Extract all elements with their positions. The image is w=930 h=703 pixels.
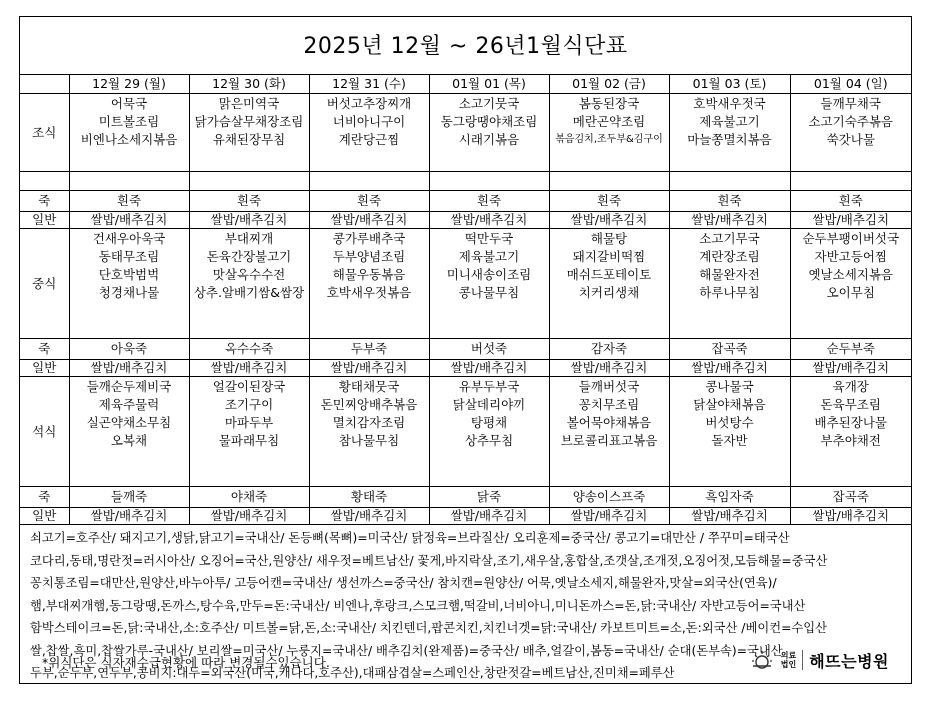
menu-table	[20, 75, 911, 525]
dish-item: 동그랑땡야채조림	[440, 114, 538, 129]
dish-item: 해물탕	[590, 231, 628, 246]
ilban-cell: 쌀밥/배추김치	[429, 212, 549, 229]
dish-item: 브로콜리표고볶음	[560, 433, 658, 448]
dish-item: 닭가슴살무채장조림	[194, 114, 304, 129]
dish-item: 상추무침	[464, 433, 514, 448]
juk-cell: 아욱죽	[69, 339, 189, 360]
dish-item: 멸치감자조림	[332, 415, 406, 430]
blank-cell	[309, 172, 429, 191]
juk-cell: 흰죽	[429, 191, 549, 212]
logo-text: 해뜨는병원	[809, 651, 889, 671]
dinner-cell	[549, 377, 669, 487]
dish-item: 배추된장나물	[814, 415, 887, 430]
date-header-row	[20, 75, 911, 94]
dish-item: 돈육간장불고기	[206, 249, 292, 264]
dish-item: 호박새우젓볶음	[326, 285, 412, 300]
blank-cell	[669, 172, 790, 191]
juk-cell: 순두부죽	[790, 339, 911, 360]
dish-item: 해물완자전	[699, 267, 760, 282]
ilban-cell: 쌀밥/배추김치	[69, 212, 189, 229]
dish-item: 미트볼조림	[98, 114, 160, 129]
dish-item: 너비아니구이	[332, 114, 406, 129]
date-header: 12월 29 (월)	[69, 75, 189, 94]
dish-item: 실곤약채소무침	[86, 415, 172, 430]
dish-item: 오복채	[110, 433, 148, 448]
dinner-ilban-row	[20, 508, 911, 525]
breakfast-cell	[429, 94, 549, 172]
ilban-cell: 쌀밥/배추김치	[189, 360, 309, 377]
dish-item: 쑥갓나물	[826, 132, 875, 147]
dish-item: 닭살데리야끼	[452, 397, 526, 412]
origin-note-line: 코다리,동태,명란젓=러시아산/ 오징어=국산,원양산/ 새우젓=베트남산/ 꽃게,바지락살,조기,새우살,홍합살,조갯살,조개젓,오징어젓,모듬해물=중국산	[30, 553, 828, 568]
dinner-cell	[69, 377, 189, 487]
dish-item: 돈민찌앙배추볶음	[320, 397, 418, 412]
ilban-cell: 쌀밥/배추김치	[549, 360, 669, 377]
juk-label: 죽	[20, 191, 69, 212]
blank-cell	[429, 172, 549, 191]
ilban-cell: 쌀밥/배추김치	[309, 508, 429, 525]
juk-cell: 양송이스프죽	[549, 487, 669, 508]
dish-item: 돌자반	[711, 433, 748, 448]
dish-item: 소고기무국	[699, 231, 760, 246]
dish-item: 시래기볶음	[458, 132, 520, 147]
juk-cell: 야채죽	[189, 487, 309, 508]
ilban-label: 일반	[20, 360, 69, 377]
dish-item: 맑은미역국	[218, 96, 280, 111]
juk-cell: 흰죽	[669, 191, 790, 212]
date-header: 01월 03 (토)	[669, 75, 790, 94]
corner-cell	[20, 75, 69, 94]
blank-cell	[790, 172, 911, 191]
juk-cell: 흰죽	[69, 191, 189, 212]
blank-cell	[189, 172, 309, 191]
dish-item: 꽁치무조림	[578, 397, 640, 412]
dish-item: 돈육무조림	[820, 397, 881, 412]
ilban-cell: 쌀밥/배추김치	[429, 360, 549, 377]
dinner-juk-row	[20, 487, 911, 508]
dish-item: 얼갈이된장국	[212, 379, 286, 394]
dish-item: 해물우동볶음	[332, 267, 406, 282]
dish-item: 물파래무침	[218, 433, 280, 448]
dish-item: 건새우아욱국	[92, 231, 166, 246]
hospital-logo	[749, 647, 889, 673]
origin-note-line: 햄,부대찌개햄,동그랑땡,돈까스,탕수육,만두=돈:국내산/ 비엔나,후랑크,스모크햄,떡갈비,너비아니,미니돈까스=돈,닭:국내산/ 자반고등어=국내산	[30, 598, 806, 613]
breakfast-ilban-row	[20, 212, 911, 229]
breakfast-juk-row	[20, 191, 911, 212]
dish-item: 맛살옥수수전	[212, 267, 286, 282]
dish-item: 콩가루배추국	[332, 231, 406, 246]
dish-item: 볶음김치,조두부&김구이	[555, 134, 663, 145]
logo-badge: 의료 법인	[780, 651, 797, 669]
dish-item: 계란당근찜	[338, 132, 400, 147]
juk-cell: 흰죽	[189, 191, 309, 212]
dish-item: 들깨무채국	[820, 96, 881, 111]
dish-item: 들깨순두제비국	[86, 379, 172, 394]
juk-cell: 두부죽	[309, 339, 429, 360]
dinner-cell	[429, 377, 549, 487]
lunch-cell	[669, 229, 790, 339]
ilban-cell: 쌀밥/배추김치	[69, 508, 189, 525]
ilban-cell: 쌀밥/배추김치	[69, 360, 189, 377]
juk-cell: 흰죽	[790, 191, 911, 212]
dish-item: 어묵국	[110, 96, 148, 111]
breakfast-cell	[309, 94, 429, 172]
dish-item: 버섯고추장찌개	[326, 96, 412, 111]
breakfast-gap-row	[20, 172, 911, 191]
disclaimer: *위식단은 식자재수급현황에 따라 변경될수있습니다.	[42, 655, 330, 670]
ilban-cell: 쌀밥/배추김치	[790, 360, 911, 377]
juk-label: 죽	[20, 487, 69, 508]
dish-item: 부대찌개	[224, 231, 274, 246]
ilban-cell: 쌀밥/배추김치	[790, 212, 911, 229]
breakfast-row	[20, 94, 911, 172]
dish-item: 떡만두국	[464, 231, 514, 246]
dish-item: 오이무침	[826, 285, 875, 300]
dish-item: 콩나물국	[705, 379, 754, 394]
breakfast-cell	[790, 94, 911, 172]
lunch-cell	[549, 229, 669, 339]
dish-item: 제육불고기	[699, 114, 760, 129]
juk-cell: 잡곡죽	[669, 339, 790, 360]
juk-cell: 들깨죽	[69, 487, 189, 508]
juk-cell: 버섯죽	[429, 339, 549, 360]
origin-note-line: 쌀,찹쌀,흑미,찹쌀가루-국내산/ 보리쌀=미국산/ 누룽지=국내산/ 배추김치(완제품)=중국산/ 배추,얼갈이,봄동=국내산/ 순대(돈부속)=국내산	[30, 643, 783, 658]
dish-item: 소고기뭇국	[458, 96, 520, 111]
breakfast-cell	[669, 94, 790, 172]
ilban-cell: 쌀밥/배추김치	[790, 508, 911, 525]
dish-item: 유부두부국	[458, 379, 520, 394]
dish-item: 상추.알배기쌈&쌈장	[193, 285, 305, 300]
menu-sheet	[19, 16, 912, 684]
dinner-cell	[669, 377, 790, 487]
dish-item: 참나물무침	[338, 433, 400, 448]
lunch-cell	[790, 229, 911, 339]
dish-item: 제육불고기	[458, 249, 520, 264]
lunch-cell	[429, 229, 549, 339]
dinner-row	[20, 377, 911, 487]
dish-item: 탕평채	[470, 415, 508, 430]
dinner-cell	[189, 377, 309, 487]
ilban-label: 일반	[20, 212, 69, 229]
dish-item: 들깨버섯국	[578, 379, 640, 394]
dish-item: 콩나물무침	[458, 285, 520, 300]
dish-item: 유채된장무침	[212, 132, 286, 147]
lunch-juk-row	[20, 339, 911, 360]
juk-label: 죽	[20, 339, 69, 360]
breakfast-cell	[189, 94, 309, 172]
dish-item: 치커리생채	[578, 285, 640, 300]
date-header: 01월 04 (일)	[790, 75, 911, 94]
dish-item: 육개장	[832, 379, 869, 394]
origin-note-line: 함박스테이크=돈,닭:국내산,소:호주산/ 미트볼=닭,돈,소:국내산/ 치킨텐더,팝콘치킨,치킨너겟=닭:국내산/ 카보트미트=소,돈:외국산 /베이컨=수입산	[30, 621, 828, 635]
lunch-label: 중식	[20, 229, 69, 339]
ilban-cell: 쌀밥/배추김치	[669, 508, 790, 525]
logo-divider	[802, 650, 803, 670]
blank-cell	[20, 172, 69, 191]
date-header: 12월 30 (화)	[189, 75, 309, 94]
dish-item: 볼어묵야채볶음	[566, 415, 652, 430]
dish-item: 호박새우젓국	[693, 96, 766, 111]
lunch-ilban-row	[20, 360, 911, 377]
date-header: 12월 31 (수)	[309, 75, 429, 94]
dish-item: 봄동된장국	[578, 96, 640, 111]
lunch-cell	[309, 229, 429, 339]
lunch-row	[20, 229, 911, 339]
dish-item: 계란장조림	[699, 249, 760, 264]
juk-cell: 닭죽	[429, 487, 549, 508]
dish-item: 옛날소세지볶음	[808, 267, 894, 282]
logo-wordmark	[809, 649, 889, 672]
dish-item: 돼지갈비떡찜	[572, 249, 646, 264]
origin-note-line: 쇠고기=호주산/ 돼지고기,생닭,닭고기=국내산/ 돈등뼈(목뼈)=미국산/ 닭정육=브라질산/ 오리훈제=중국산/ 콩고기=대만산 / 쭈꾸미=태국산	[30, 531, 790, 545]
dish-item: 자반고등어찜	[814, 249, 887, 264]
breakfast-label: 조식	[20, 94, 69, 172]
juk-cell: 황태죽	[309, 487, 429, 508]
ilban-cell: 쌀밥/배추김치	[669, 212, 790, 229]
date-header: 01월 02 (금)	[549, 75, 669, 94]
dish-item: 조기구이	[224, 397, 274, 412]
breakfast-cell	[69, 94, 189, 172]
dish-item: 하루나무침	[699, 285, 760, 300]
juk-cell: 잡곡죽	[790, 487, 911, 508]
dish-item: 동태무조림	[98, 249, 160, 264]
lunch-cell	[69, 229, 189, 339]
dish-item: 황태채뭇국	[338, 379, 400, 394]
dish-item: 부추야채전	[820, 433, 881, 448]
dinner-label: 석식	[20, 377, 69, 487]
juk-cell: 감자죽	[549, 339, 669, 360]
dish-item: 매쉬드포테이토	[566, 267, 652, 282]
ilban-cell: 쌀밥/배추김치	[189, 212, 309, 229]
dish-item: 소고기숙주볶음	[808, 114, 894, 129]
dish-item: 버섯탕수	[705, 415, 754, 430]
dish-item: 두부양념조림	[332, 249, 406, 264]
juk-cell: 흰죽	[549, 191, 669, 212]
lunch-cell	[189, 229, 309, 339]
dish-item: 비엔나소세지볶음	[80, 132, 178, 147]
origin-note-line: 두부,순두부,연두부,콩비지:대두=외국산(미국,캐나다,호주산),대패삼겹살=스페인산,창란젓갈=베트남산,진미채=페루산	[30, 666, 675, 680]
ilban-cell: 쌀밥/배추김치	[669, 360, 790, 377]
dish-item: 제육주물럭	[98, 397, 160, 412]
juk-cell: 흰죽	[309, 191, 429, 212]
dish-item: 단호박범벅	[98, 267, 160, 282]
dish-item: 마파두부	[224, 415, 274, 430]
dish-item: 순두부팽이버섯국	[802, 231, 900, 246]
ilban-label: 일반	[20, 508, 69, 525]
dish-item: 메란곤약조림	[572, 114, 646, 129]
origin-note-line: 꽁치통조림=대만산,원양산,바누아투/ 고등어캔=국내산/ 생선까스=중국산/ 참치캔=원양산/ 어묵,옛날소세지,해물완자,맛살=외국산(연육)/	[30, 576, 777, 590]
blank-cell	[549, 172, 669, 191]
dish-item: 청경채나물	[98, 285, 160, 300]
ilban-cell: 쌀밥/배추김치	[429, 508, 549, 525]
sun-icon	[749, 647, 775, 673]
breakfast-cell	[549, 94, 669, 172]
dish-item: 마늘쫑멸치볶음	[687, 132, 772, 147]
ilban-cell: 쌀밥/배추김치	[549, 508, 669, 525]
ilban-cell: 쌀밥/배추김치	[309, 212, 429, 229]
footer	[20, 643, 911, 683]
ilban-cell: 쌀밥/배추김치	[549, 212, 669, 229]
dinner-cell	[309, 377, 429, 487]
page-title: 2025년 12월 ~ 26년1월식단표	[20, 17, 911, 75]
juk-cell: 옥수수죽	[189, 339, 309, 360]
dish-item: 닭살야채볶음	[693, 397, 766, 412]
dish-item: 미니새송이조림	[446, 267, 532, 282]
juk-cell: 흑임자죽	[669, 487, 790, 508]
dinner-cell	[790, 377, 911, 487]
ilban-cell: 쌀밥/배추김치	[189, 508, 309, 525]
ilban-cell: 쌀밥/배추김치	[309, 360, 429, 377]
date-header: 01월 01 (목)	[429, 75, 549, 94]
blank-cell	[69, 172, 189, 191]
